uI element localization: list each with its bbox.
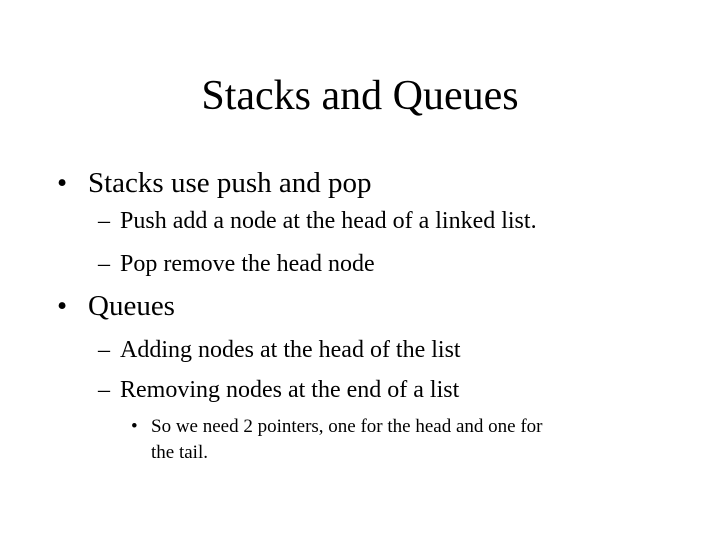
bullet-text: Queues [88, 290, 175, 322]
dash-marker: – [98, 337, 110, 363]
sub-item-push [98, 206, 537, 236]
dash-marker: – [98, 208, 110, 234]
bullet-text: Stacks use push and pop [88, 167, 372, 199]
sub-sub-item-pointers [131, 414, 691, 466]
dash-marker: – [98, 377, 110, 403]
sub-sub-item-text-line2: the tail. [151, 442, 208, 463]
sub-item-pop [98, 249, 375, 279]
sub-item-text: Push add a node at the head of a linked list. [120, 208, 537, 234]
bullet-item-stacks [57, 166, 372, 200]
bullet-item-queues [57, 289, 175, 323]
bullet-marker: • [57, 290, 68, 322]
sub-sub-item-text-line1: So we need 2 pointers, one for the head and one for [151, 416, 543, 437]
bullet-marker: • [131, 416, 138, 437]
sub-item-text: Pop remove the head node [120, 251, 375, 277]
slide-title: Stacks and Queues [201, 73, 519, 119]
sub-item-text: Adding nodes at the head of the list [120, 337, 461, 363]
bullet-marker: • [57, 167, 68, 199]
sub-item-text: Removing nodes at the end of a list [120, 377, 460, 403]
sub-item-adding [98, 335, 461, 365]
dash-marker: – [98, 251, 110, 277]
sub-item-removing [98, 375, 459, 405]
